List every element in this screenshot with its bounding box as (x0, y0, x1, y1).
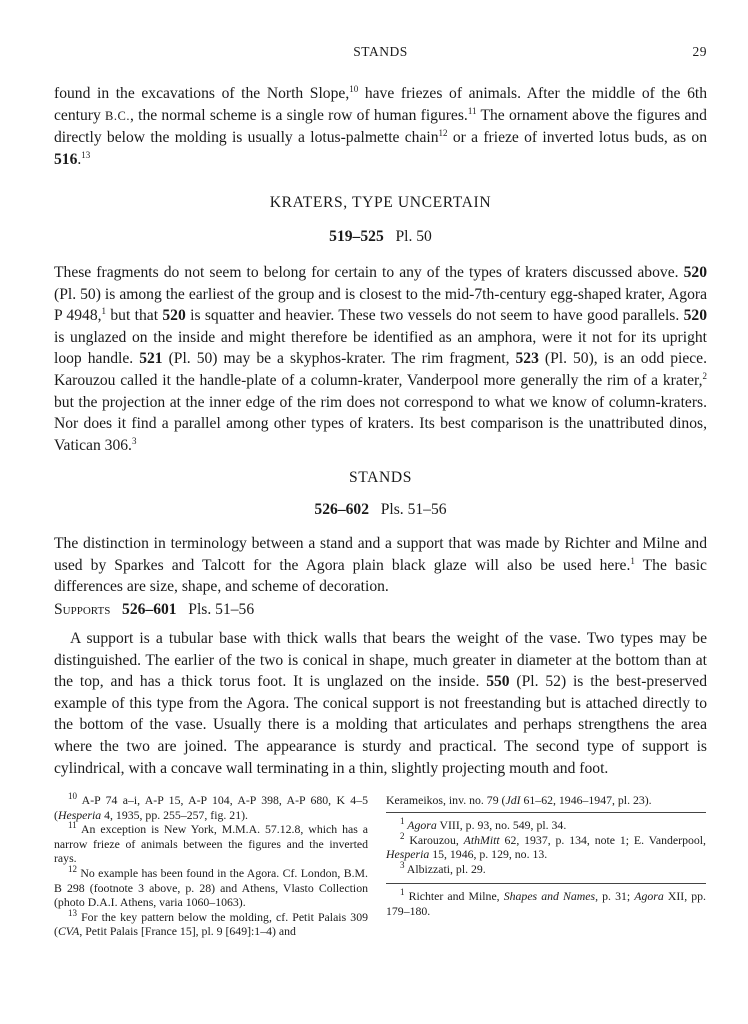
footnote-k2: $^2$ Karouzou, AthMitt 62, 1937, p. 134, note 1; E. Vanderpool, Hesperia 15, 1946, p. 129, no. 13. (386, 830, 706, 862)
footnote-12: $^{12}$ No example has been found in the Agora. Cf. London, B.M. B 298 (footnote 3 above, p. 28) and Athens, Vlasto Collection (photo D.A.I. Athens, varia 1060–1063). (54, 864, 368, 910)
footnote-11: $^{11}$ An exception is New York, M.M.A. 57.12.8, which has a narrow frieze of animals between the figures and the inverted rays. (54, 820, 368, 866)
footnotes-stands (386, 889, 706, 918)
footnote-13-continued: Kerameikos, inv. no. 79 (JdI 61–62, 1946–1947, pl. 23). (386, 793, 652, 807)
footnote-ref-10[interactable]: 10 (349, 83, 359, 94)
footnote-divider (386, 812, 706, 813)
footnote-s1: $^1$ Richter and Milne, Shapes and Names, p. 31; Agora XII, pp. 179–180. (386, 887, 706, 918)
footnote-13: $^{13}$ For the key pattern below the molding, cf. Petit Palais 309 (CVA, Petit Palais [France 15], pl. 9 [649]:1–4) and (54, 907, 368, 939)
footnote-k3: $^3$ Albizzati, pl. 29. (400, 859, 486, 876)
footnote-divider-2 (386, 883, 706, 884)
section-heading-stands: STANDS (348, 469, 412, 486)
supports-label: Supports (54, 601, 111, 618)
supports-paragraph: A support is a tubular base with thick walls that bears the weight of the vase. Two types may be distinguished. The earlier of the two is conical in shape, much greater in diameter at the bottom than at the top, and has a thick torus foot. It is unglazed on the inside. 550 (Pl. 52) is the best-preserved example of this type from the Agora. The conical support is not freestanding but is attached directly to the bottom of the vase. Usually there is a molding that articulates and perhaps strengthens the area where the two are joined. The appearance is sturdy and practical. The second type of support is cylindrical, with a concave wall terminating in a thin, slightly projecting mouth and foot. (54, 630, 708, 777)
kraters-catalogue-range: 519–525 Pl. 50 (329, 228, 432, 245)
running-head-title: STANDS (353, 44, 408, 59)
footnotes-left-column (54, 793, 368, 939)
footnote-ref-13[interactable]: 13 (81, 149, 91, 160)
footnote-ref-1b[interactable]: 1 (630, 555, 635, 566)
footnote-10: $^{10}$ A-P 74 a–i, A-P 15, A-P 104, A-P 398, A-P 680, K 4–5 (Hesperia 4, 1935, pp. 255–257, fig. 21). (54, 791, 368, 822)
footnote-k1: $^1$ Agora VIII, p. 93, no. 549, pl. 34. (400, 816, 567, 832)
footnote-ref-2[interactable]: 2 (702, 370, 707, 381)
footnote-ref-1[interactable]: 1 (101, 306, 107, 316)
kraters-paragraph: These fragments do not seem to belong for certain to any of the types of kraters discussed above. 520 (Pl. 50) is among the earliest of the group and is closest to the mid-7th-century egg-shaped krater, Agora P 4948,$^1$ but that 520 is squatter and heavier. These two vessels do not seem to have good parallels. 520 is unglazed on the inside and might therefore be identified as an amphora, were it not for its upright loop handle. 521 (Pl. 50) may be a skyphos-krater. The rim fragment, 523 (Pl. 50), is an odd piece. Karouzou called it the handle-plate of a column-krater, Vanderpool more generally the rim of a krater,$^2$ but the projection at the inner edge of the rim does not correspond to what we know of column-kraters. Nor does it find a parallel among other types of kraters. Its best comparison is the unattributed dinos, Vatican 306.$^3$ (54, 264, 708, 454)
supports-subheading: Supports 526–601 Pls. 51–56 (54, 601, 255, 618)
intro-paragraph: found in the excavations of the North Slope,$^{10}$ have friezes of animals. After the middle of the 6th century B.C., the normal scheme is a single row of human figures.$^{11}$ The ornament above the figures and directly below the molding is usually a lotus-palmette chain$^{12}$ or a frieze of inverted lotus buds, as on 516.13 (54, 83, 708, 168)
footnotes-kraters (386, 818, 706, 876)
page-number: 29 (692, 44, 707, 59)
stands-catalogue-range: 526–602 Pls. 51–56 (314, 501, 447, 518)
section-heading-kraters: KRATERS, TYPE UNCERTAIN (269, 194, 492, 211)
footnote-ref-11[interactable]: 11 (467, 105, 477, 116)
footnote-ref-12[interactable]: 12 (438, 128, 448, 138)
footnote-ref-3[interactable]: 3 (131, 435, 137, 446)
running-head (54, 44, 707, 64)
stands-paragraph: The distinction in terminology between a stand and a support that was made by Richter and Milne and used by Sparkes and Talcott for the Agora plain black glaze will also be used here.$^1$ The basic differences are size, shape, and scheme of decoration. (54, 535, 707, 596)
